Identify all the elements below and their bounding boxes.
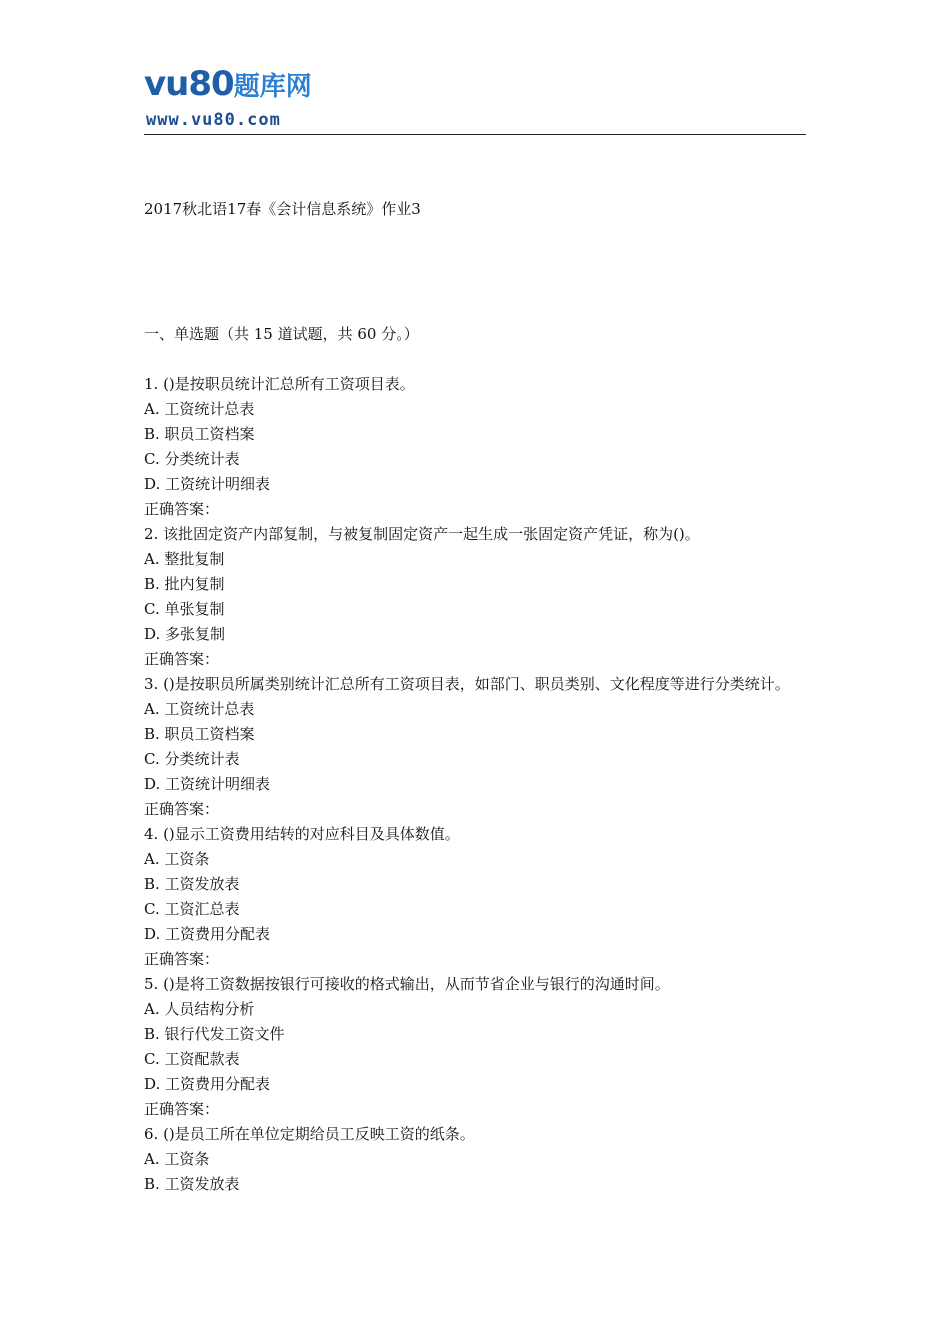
question-item bbox=[144, 1122, 810, 1197]
question-option: B. 职员工资档案 bbox=[144, 725, 255, 743]
question-option: B. 职员工资档案 bbox=[144, 425, 255, 443]
question-option: D. 多张复制 bbox=[144, 625, 226, 643]
question-item bbox=[144, 972, 810, 1122]
document-title: 2017秋北语17春《会计信息系统》作业3 bbox=[144, 200, 421, 218]
question-option: C. 分类统计表 bbox=[144, 450, 240, 468]
question-option: B. 批内复制 bbox=[144, 575, 225, 593]
question-option: D. 工资费用分配表 bbox=[144, 925, 271, 943]
question-option: C. 工资汇总表 bbox=[144, 900, 240, 918]
logo-brand-suffix: 题库网 bbox=[233, 72, 312, 102]
question-option: C. 单张复制 bbox=[144, 600, 225, 618]
question-item bbox=[144, 372, 810, 522]
question-stem: 6. ()是员工所在单位定期给员工反映工资的纸条。 bbox=[144, 1125, 475, 1143]
question-option: A. 人员结构分析 bbox=[144, 1000, 255, 1018]
question-stem: 5. ()是将工资数据按银行可接收的格式输出，从而节省企业与银行的沟通时间。 bbox=[144, 975, 670, 993]
correct-answer-label: 正确答案： bbox=[144, 800, 220, 818]
correct-answer-label: 正确答案： bbox=[144, 1100, 220, 1118]
header-rule bbox=[144, 134, 806, 135]
question-option: B. 工资发放表 bbox=[144, 875, 240, 893]
question-item bbox=[144, 522, 810, 672]
question-item bbox=[144, 672, 810, 822]
correct-answer-label: 正确答案： bbox=[144, 950, 220, 968]
question-option: D. 工资统计明细表 bbox=[144, 775, 271, 793]
question-option: B. 银行代发工资文件 bbox=[144, 1025, 285, 1043]
question-option: A. 工资条 bbox=[144, 1150, 210, 1168]
logo-url: www.vu80.com bbox=[146, 110, 281, 130]
question-option: C. 分类统计表 bbox=[144, 750, 240, 768]
question-option: A. 工资统计总表 bbox=[144, 700, 255, 718]
question-option: A. 工资条 bbox=[144, 850, 210, 868]
question-stem: 1. ()是按职员统计汇总所有工资项目表。 bbox=[144, 375, 415, 393]
logo-brand-prefix: vu80 bbox=[144, 64, 234, 104]
question-option: C. 工资配款表 bbox=[144, 1050, 240, 1068]
question-stem: 3. ()是按职员所属类别统计汇总所有工资项目表，如部门、职员类别、文化程度等进行分类统计。 bbox=[144, 675, 790, 693]
question-option: A. 工资统计总表 bbox=[144, 400, 255, 418]
section-heading: 一、单选题（共 15 道试题，共 60 分。） bbox=[144, 325, 419, 343]
question-stem: 2. 该批固定资产内部复制，与被复制固定资产一起生成一张固定资产凭证，称为()。 bbox=[144, 525, 700, 543]
question-option: D. 工资统计明细表 bbox=[144, 475, 271, 493]
question-list bbox=[144, 372, 810, 1197]
site-logo bbox=[144, 64, 344, 134]
logo-brand bbox=[144, 64, 312, 107]
correct-answer-label: 正确答案： bbox=[144, 500, 220, 518]
question-option: A. 整批复制 bbox=[144, 550, 225, 568]
question-stem: 4. ()显示工资费用结转的对应科目及具体数值。 bbox=[144, 825, 460, 843]
correct-answer-label: 正确答案： bbox=[144, 650, 220, 668]
question-option: D. 工资费用分配表 bbox=[144, 1075, 271, 1093]
question-option: B. 工资发放表 bbox=[144, 1175, 240, 1193]
question-item bbox=[144, 822, 810, 972]
